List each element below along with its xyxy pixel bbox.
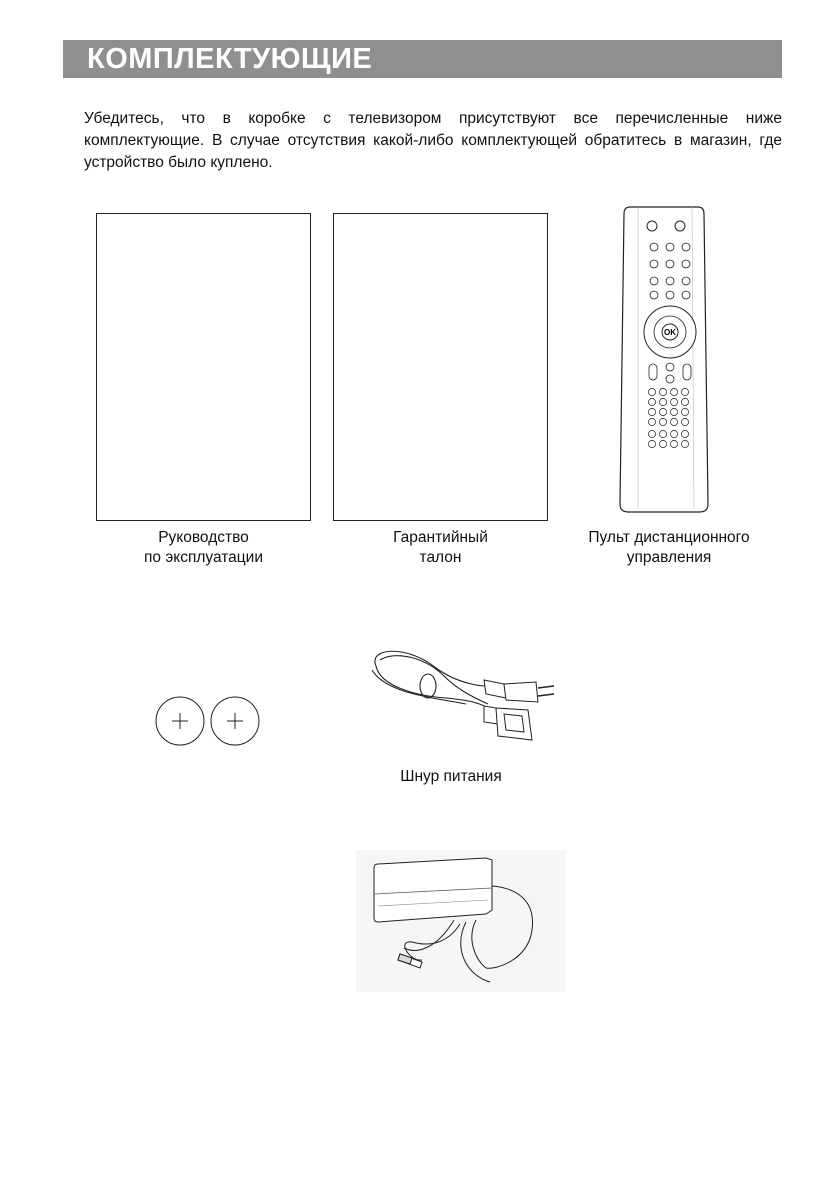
remote-caption [562, 528, 776, 568]
manual-caption-line-1: Руководство [158, 529, 249, 546]
manual-caption-line-2: по эксплуатации [144, 549, 263, 566]
power-adapter-illustration [356, 850, 566, 992]
warranty-card-illustration [333, 213, 548, 521]
power-cord-caption-line-1: Шнур питания [400, 768, 502, 785]
warranty-caption-line-1: Гарантийный [393, 529, 488, 546]
power-cord-caption [356, 767, 546, 787]
warranty-caption [333, 528, 548, 568]
intro-paragraph: Убедитесь, что в коробке с телевизором присутствуют все перечисленные ниже комплектующие. В случае отсутствия какой-либо комплектующей обратитесь в магазин, где устройство было куплено. [84, 110, 782, 171]
power-cord-illustration [366, 646, 558, 746]
remote-ok-label: OK [664, 328, 676, 337]
remote-caption-line-2: управления [626, 549, 712, 566]
page-title: КОМПЛЕКТУЮЩИЕ [87, 43, 373, 75]
battery-icon [150, 694, 265, 748]
remote-caption-line-1: Пульт дистанционного [588, 529, 750, 546]
section-title-bar [63, 40, 782, 78]
user-manual-illustration [96, 213, 311, 521]
remote-control-illustration [612, 204, 716, 516]
manual-caption [96, 528, 311, 568]
warranty-caption-line-2: талон [419, 549, 462, 566]
